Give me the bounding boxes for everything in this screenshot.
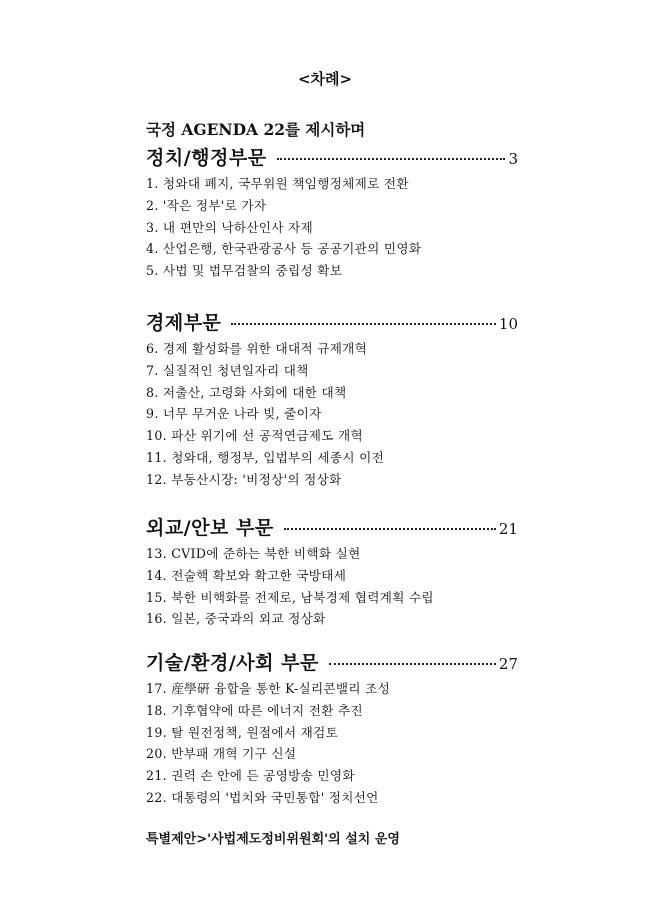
list-item: 9. 너무 무거운 나라 빚, 줄이자 bbox=[146, 406, 322, 422]
section-heading bbox=[146, 308, 518, 338]
list-item: 17. 産學硏 융합을 통한 K-실리콘밸리 조성 bbox=[146, 681, 391, 696]
list-item: 15. 북한 비핵화를 전제로, 남북경제 협력계획 수립 bbox=[146, 589, 434, 605]
list-item: 20. 반부패 개혁 기구 신설 bbox=[146, 746, 297, 762]
list-item: 7. 실질적인 청년일자리 대책 bbox=[146, 362, 309, 378]
list-item: 4. 산업은행, 한국관광공사 등 공공기관의 민영화 bbox=[146, 241, 422, 257]
dot-leader bbox=[329, 663, 496, 665]
dot-leader bbox=[284, 528, 496, 530]
list-item: 12. 부동산시장: '비정상'의 정상화 bbox=[146, 471, 342, 487]
intro-heading: 국정 AGENDA 22를 제시하며 bbox=[146, 120, 366, 139]
toc-title: <차례> bbox=[297, 70, 353, 88]
section-page-number: 10 bbox=[498, 315, 518, 333]
section-heading bbox=[146, 648, 518, 678]
section-heading bbox=[146, 513, 518, 543]
section-title: 기술/환경/사회 부문 bbox=[146, 652, 319, 674]
list-item: 1. 청와대 폐지, 국무위원 책임행정체제로 전환 bbox=[146, 176, 409, 191]
section-heading bbox=[146, 143, 518, 173]
special-proposal: 특별제안>'사법제도정비위원회'의 설치 운영 bbox=[146, 832, 400, 847]
item-list bbox=[146, 338, 518, 491]
list-item: 3. 내 편만의 낙하산인사 자제 bbox=[146, 219, 313, 235]
section-title: 경제부문 bbox=[146, 312, 222, 334]
list-item: 8. 저출산, 고령화 사회에 대한 대책 bbox=[146, 384, 347, 400]
section-diplomacy bbox=[146, 513, 518, 630]
item-list bbox=[146, 173, 518, 282]
list-item: 5. 사법 및 법무검찰의 중립성 확보 bbox=[146, 263, 343, 279]
section-page-number: 27 bbox=[498, 655, 518, 673]
section-tech-society bbox=[146, 648, 518, 809]
dot-leader bbox=[277, 158, 506, 160]
list-item: 18. 기후협약에 따른 에너지 전환 추진 bbox=[146, 702, 363, 718]
list-item: 13. CVID에 준하는 북한 비핵화 실현 bbox=[146, 546, 361, 561]
section-economy bbox=[146, 308, 518, 491]
item-list bbox=[146, 678, 518, 809]
dot-leader bbox=[231, 323, 495, 325]
list-item: 14. 전술핵 확보와 확고한 국방태세 bbox=[146, 567, 347, 583]
list-item: 10. 파산 위기에 선 공적연금제도 개혁 bbox=[146, 428, 363, 444]
section-title: 외교/안보 부문 bbox=[146, 517, 274, 539]
item-list bbox=[146, 543, 518, 630]
list-item: 11. 청와대, 행정부, 입법부의 세종시 이전 bbox=[146, 449, 385, 465]
list-item: 19. 탈 원전정책, 원점에서 재검토 bbox=[146, 724, 339, 740]
section-page-number: 21 bbox=[498, 520, 518, 538]
list-item: 22. 대통령의 '법치와 국민통합' 정치선언 bbox=[146, 789, 379, 805]
list-item: 21. 권력 손 안에 든 공영방송 민영화 bbox=[146, 768, 355, 784]
list-item: 16. 일본, 중국과의 외교 정상화 bbox=[146, 611, 326, 627]
section-page-number: 3 bbox=[508, 150, 518, 168]
list-item: 6. 경제 활성화를 위한 대대적 규제개혁 bbox=[146, 341, 368, 356]
list-item: 2. '작은 정부'로 가자 bbox=[146, 197, 267, 213]
section-politics bbox=[146, 143, 518, 282]
section-title: 정치/행정부문 bbox=[146, 147, 267, 169]
